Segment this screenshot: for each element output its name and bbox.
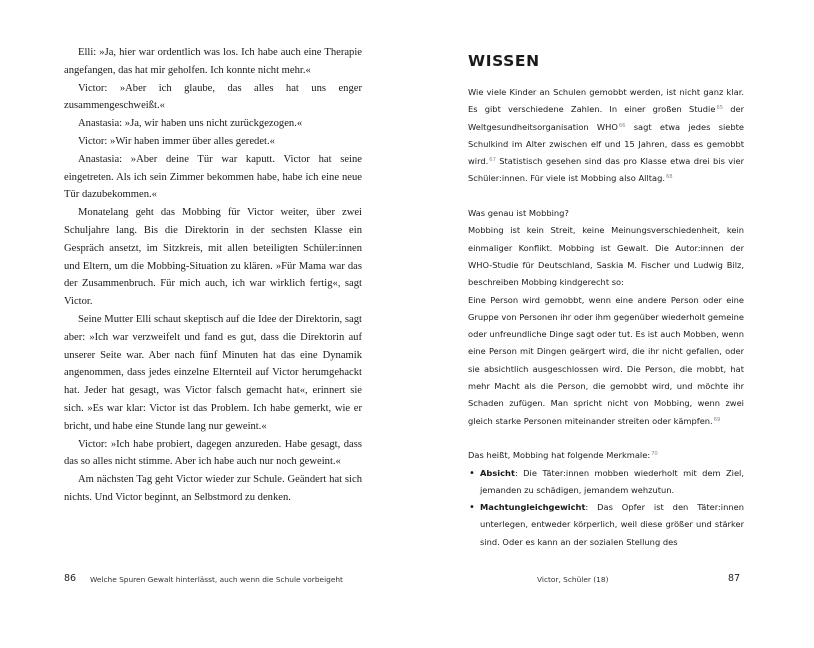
paragraph: Victor: »Wir haben immer über alles geredet.« [78,135,275,147]
list-item [468,499,744,551]
features-intro-text: Das heißt, Mobbing hat folgende Merkmale: [468,450,651,461]
paragraph-gap [468,188,744,205]
definition-paragraph [468,292,744,430]
footnote-marker: 69 [713,416,721,423]
footnote-marker: 66 [618,122,626,129]
paragraph: Anastasia: »Ja, wir haben uns nicht zurückgezogen.« [78,118,303,130]
feature-term: Absicht [480,467,515,478]
intro-paragraph [468,84,744,188]
paragraph: Anastasia: »Aber deine Tür war kaputt. Victor hat seine eingetreten. Als ich sein Zimmer bekommen habe, habe ich eine neue Tür dazubekommen.« [64,153,362,201]
footnote-marker: 70 [651,451,658,458]
right-page-body [468,44,744,551]
definition-text: Eine Person wird gemobbt, wenn eine andere Person oder eine Gruppe von Personen ihr oder ihm gegenüber wiederholt gemeine oder unfreundliche Dinge sagt oder tut. Es ist auch Mobben, wenn eine Person mit Dingen geärgert wird, die ihr nicht gefallen, oder sie absichtlich ausgeschlossen wird. Die Person, die mobbt, hat mehr Macht als die Person, die gemobbt wird, und möchte ihr Schaden zufügen. Man spricht nicht von Mobbing, wenn zwei gleich starke Personen miteinander streiten oder kämpfen. [468,294,744,426]
page-number: 87 [728,573,741,584]
footnote-marker: 67 [489,157,496,164]
right-page [407,0,814,648]
feature-term: Machtungleichgewicht [480,502,586,513]
paragraph: Elli: »Ja, hier war ordentlich was los. Ich habe auch eine Therapie angefangen, das hat mir geholfen. Ich konnte nicht mehr.« [64,47,362,76]
list-item [468,465,744,500]
features-intro [468,447,744,464]
running-title: Victor, Schüler (18) [537,575,609,584]
paragraph: Victor: »Ich habe probiert, dagegen anzureden. Habe gesagt, dass das so alles nicht stimme. Aber ich habe auch nur noch geweint.« [64,438,362,468]
left-page-body [64,44,362,507]
feature-description: : Das Opfer ist den Täter:innen unterlegen, entweder körperlich, weil diese größer und stärker sind. Oder es kann an der sozialen Stellung des [480,502,744,547]
running-title: Welche Spuren Gewalt hinterlässt, auch wenn die Schule vorbeigeht [90,575,343,584]
footnote-marker: 68 [665,174,673,181]
intro-text-2: der Weltgesundheitsorganisation WHO [468,104,745,132]
feature-description: : Die Täter:innen mobben wiederholt mit dem Ziel, jemanden zu schädigen, jemandem wehzutun. [480,467,744,495]
question-line: Was genau ist Mobbing? [468,208,569,219]
intro-text-1: Wie viele Kinder an Schulen gemobbt werden, ist nicht ganz klar. Es gibt verschiedene Zahlen. In einer großen Studie [468,87,744,115]
intro-text-3: sagt etwa jedes siebte Schulkind im Alter zwischen elf und 15 Jahren, dass es gemobbt wird. [468,121,744,167]
paragraph: Monatelang geht das Mobbing für Victor weiter, über zwei Schuljahre lang. Bis die Direktorin in der sechsten Klasse ein Gespräch ansetzt, im Sitzkreis, mit allen beteiligten Schüler:innen und Eltern, um die Mobbing-Situation zu klären. »Für Mama war das der Zusammenbruch. Für mich auch, ich war wirklich fertig«, sagt Victor. [64,207,362,308]
paragraph: Am nächsten Tag geht Victor wieder zur Schule. Geändert hat sich nichts. Und Victor beginnt, an Selbstmord zu denken. [64,474,362,503]
page-number: 86 [64,573,77,584]
paragraph-gap [468,430,744,447]
paragraph: Seine Mutter Elli schaut skeptisch auf die Idee der Direktorin, sagt aber: »Ich war verzweifelt und fand es gut, dass die Direktorin auf unserer Seite war. Aber nach fünf Minuten hat das eine Dynamik angenommen, dass jedes einzelne Elternteil auf Victor herumgehackt hat. Jeder hat gesagt, was Victor falsch gemacht hat«, erinnert sie sich. »Es war klar: Victor ist das Problem. Ich habe gemerkt, wie er bricht, und habe eine Stunde lang nur geweint.« [64,313,362,432]
definition-intro: Mobbing ist kein Streit, keine Meinungsverschiedenheit, kein einmaliger Konflikt. Mobbing ist Gewalt. Die Autor:innen der WHO-Studie für Deutschland, Saskia M. Fischer und Ludwig Bilz, beschreiben Mobbing kindgerecht so: [468,225,744,288]
section-heading: WISSEN [468,52,540,70]
paragraph: Victor: »Aber ich glaube, das alles hat uns enger zusammengeschweißt.« [64,82,362,112]
feature-list [468,465,744,551]
footnote-marker: 65 [716,105,724,112]
intro-text-4: Statistisch gesehen sind das pro Klasse etwa drei bis vier Schüler:innen. Für viele ist Mobbing also Alltag. [468,156,744,184]
